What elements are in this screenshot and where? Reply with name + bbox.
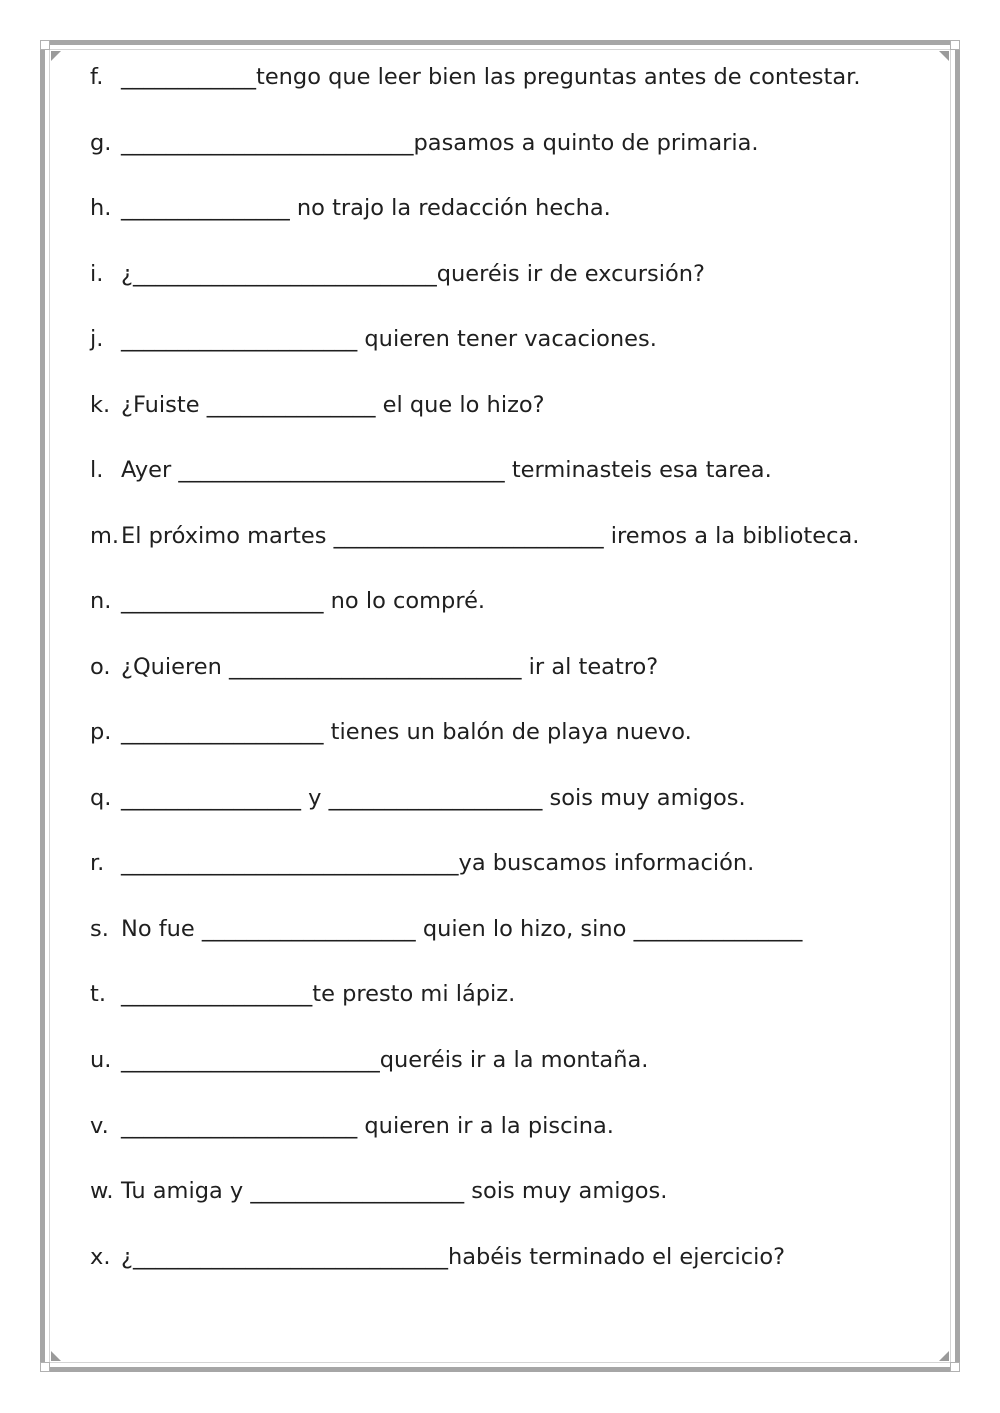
corner-square-bottom-left bbox=[40, 1362, 50, 1372]
corner-square-top-left bbox=[40, 40, 50, 50]
item-sentence: Tu amiga y ___________________ sois muy amigos. bbox=[121, 1178, 668, 1204]
item-sentence: ¿___________________________queréis ir de excursión? bbox=[121, 261, 705, 287]
item-letter: r. bbox=[90, 850, 105, 876]
item-letter: j. bbox=[90, 326, 104, 352]
corner-triangle-bottom-left bbox=[51, 1351, 61, 1361]
item-letter: v. bbox=[90, 1113, 109, 1139]
corner-triangle-top-left bbox=[51, 51, 61, 61]
item-letter: f. bbox=[90, 64, 104, 90]
item-sentence: __________________________pasamos a quinto de primaria. bbox=[121, 130, 759, 156]
item-sentence: ________________ y ___________________ sois muy amigos. bbox=[121, 785, 746, 811]
item-letter: n. bbox=[90, 588, 112, 614]
item-letter: w. bbox=[90, 1178, 114, 1204]
item-letter: q. bbox=[90, 785, 112, 811]
item-sentence: __________________ no lo compré. bbox=[121, 588, 486, 614]
item-sentence: _________________te presto mi lápiz. bbox=[121, 981, 516, 1007]
item-letter: i. bbox=[90, 261, 104, 287]
item-sentence: _______________________queréis ir a la montaña. bbox=[121, 1047, 649, 1073]
corner-square-bottom-right bbox=[950, 1362, 960, 1372]
item-sentence: ____________tengo que leer bien las preguntas antes de contestar. bbox=[121, 64, 861, 90]
item-letter: u. bbox=[90, 1047, 112, 1073]
corner-square-top-right bbox=[950, 40, 960, 50]
item-letter: k. bbox=[90, 392, 111, 418]
corner-triangle-top-right bbox=[939, 51, 949, 61]
item-sentence: No fue ___________________ quien lo hizo, sino _______________ bbox=[121, 916, 803, 942]
item-letter: t. bbox=[90, 981, 106, 1007]
page-border-inner bbox=[49, 49, 951, 1363]
item-letter: l. bbox=[90, 457, 104, 483]
item-letter: o. bbox=[90, 654, 111, 680]
item-sentence: _____________________ quieren ir a la piscina. bbox=[121, 1113, 614, 1139]
item-letter: s. bbox=[90, 916, 109, 942]
corner-triangle-bottom-right bbox=[939, 1351, 949, 1361]
item-letter: g. bbox=[90, 130, 112, 156]
item-sentence: _____________________ quieren tener vacaciones. bbox=[121, 326, 657, 352]
item-sentence: ¿____________________________habéis terminado el ejercicio? bbox=[121, 1244, 786, 1270]
item-sentence: _______________ no trajo la redacción hecha. bbox=[121, 195, 611, 221]
item-sentence: ______________________________ya buscamos información. bbox=[121, 850, 755, 876]
item-sentence: ¿Fuiste _______________ el que lo hizo? bbox=[121, 392, 545, 418]
item-letter: x. bbox=[90, 1244, 111, 1270]
item-letter: m. bbox=[90, 523, 120, 549]
item-letter: h. bbox=[90, 195, 112, 221]
item-sentence: __________________ tienes un balón de playa nuevo. bbox=[121, 719, 692, 745]
item-sentence: El próximo martes ________________________ iremos a la biblioteca. bbox=[121, 523, 860, 549]
item-sentence: Ayer _____________________________ terminasteis esa tarea. bbox=[121, 457, 772, 483]
item-letter: p. bbox=[90, 719, 112, 745]
item-sentence: ¿Quieren __________________________ ir al teatro? bbox=[121, 654, 659, 680]
